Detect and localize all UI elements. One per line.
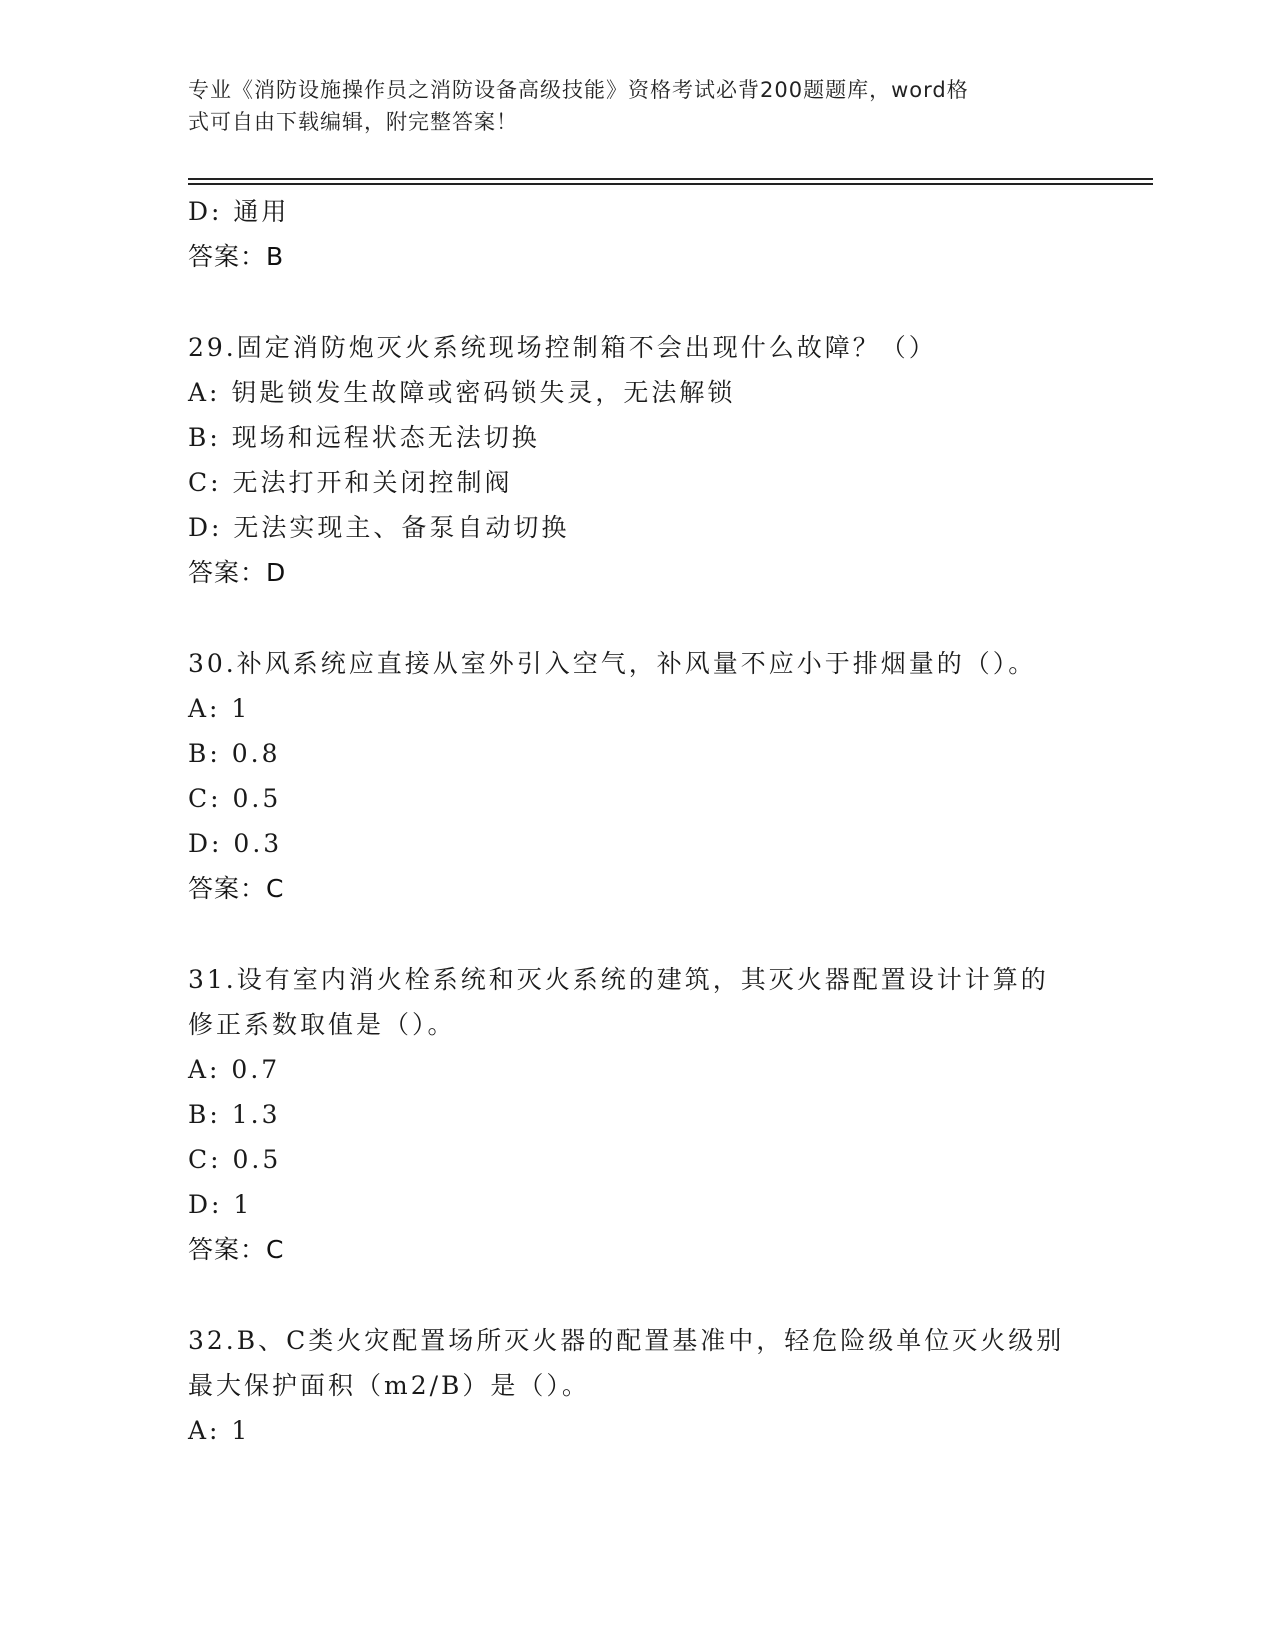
option-c: C: 0.5 [188,1145,282,1174]
option-a: A: 钥匙锁发生故障或密码锁失灵，无法解锁 [188,378,736,407]
option-a: A: 0.7 [188,1055,281,1084]
header-divider-bottom [188,183,1153,185]
option-d: D: 0.3 [188,829,283,858]
previous-question-tail [188,189,1088,279]
option-b: B: 1.3 [188,1100,281,1129]
stem-line: 31.设有室内消火栓系统和灭火系统的建筑，其灭火器配置设计计算的 [188,965,1049,994]
option-a: A: 1 [188,694,251,723]
answer-line: 答案：B [188,242,285,271]
answer-line: 答案：D [188,558,287,587]
option-d: D: 无法实现主、备泵自动切换 [188,513,570,542]
question-stem [188,957,1088,1047]
option-a: A: 1 [188,1416,251,1445]
option-b: B: 现场和远程状态无法切换 [188,423,540,452]
option-d: D: 1 [188,1190,253,1219]
question-stem [188,1318,1088,1408]
question-30 [188,641,1088,911]
answer-line: 答案：C [188,1235,285,1264]
stem-line: 32.B、C类火灾配置场所灭火器的配置基准中，轻危险级单位灭火级别 [188,1326,1065,1355]
question-stem [188,325,1088,370]
question-list [188,189,1088,1453]
question-31 [188,957,1088,1272]
header-divider-top [188,178,1153,180]
question-29 [188,325,1088,595]
option-b: B: 0.8 [188,739,281,768]
header-line-1: 专业《消防设施操作员之消防设备高级技能》资格考试必背200题题库，word格 [188,78,969,102]
answer-line: 答案：C [188,874,285,903]
stem-line: 29.固定消防炮灭火系统现场控制箱不会出现什么故障？（） [188,333,937,362]
question-stem [188,641,1088,686]
option-c: C: 0.5 [188,784,282,813]
header-line-2: 式可自由下载编辑，附完整答案！ [188,110,518,134]
document-header [188,74,1088,138]
option-d: D: 通用 [188,197,290,226]
option-c: C: 无法打开和关闭控制阀 [188,468,513,497]
question-32 [188,1318,1088,1453]
stem-line: 修正系数取值是（）。 [188,1010,456,1039]
stem-line: 30.补风系统应直接从室外引入空气，补风量不应小于排烟量的（）。 [188,649,1037,678]
stem-line: 最大保护面积（m2/B）是（）。 [188,1371,590,1400]
